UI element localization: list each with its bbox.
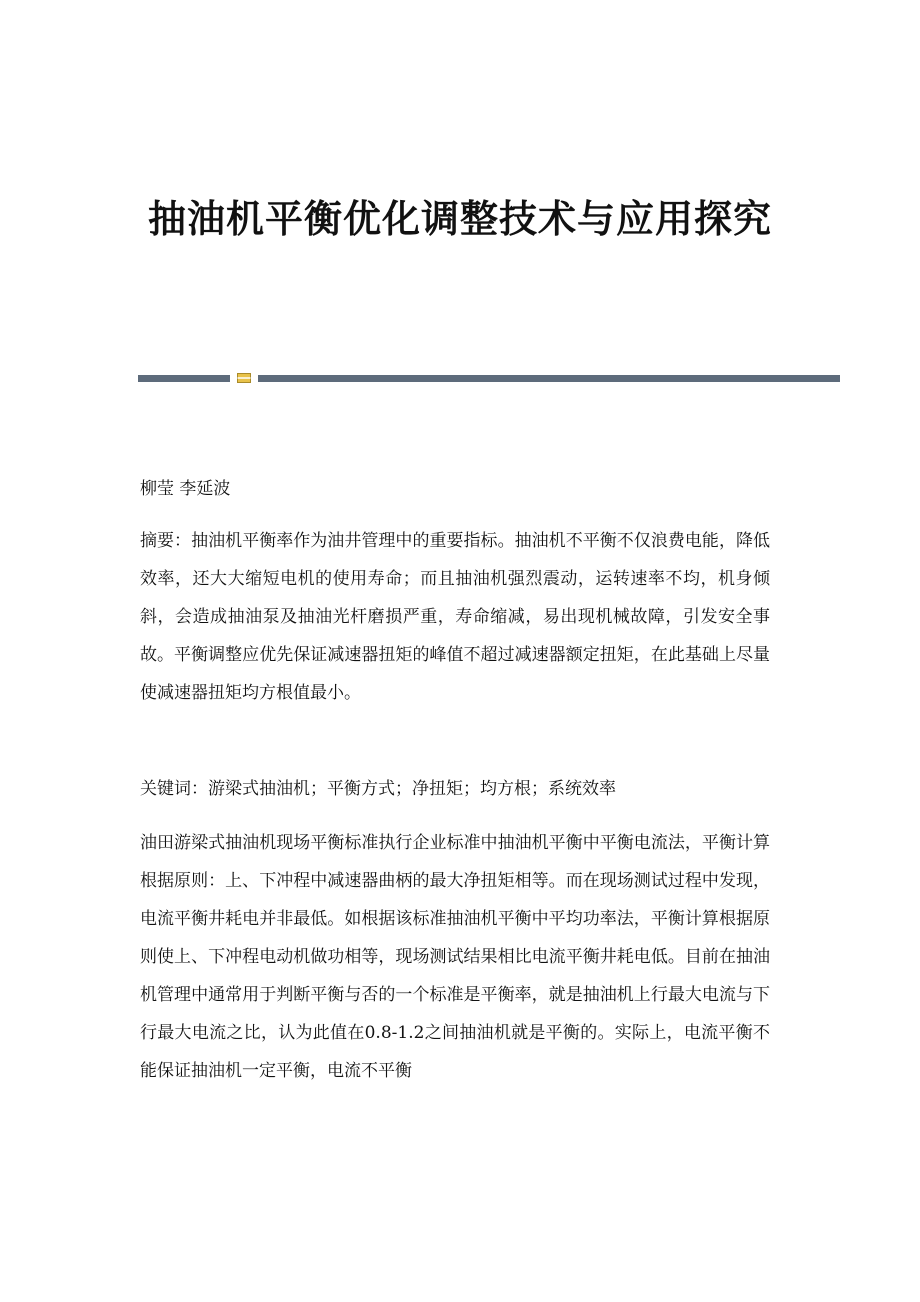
document-title: 抽油机平衡优化调整技术与应用探究 xyxy=(147,196,772,241)
divider-bar-right xyxy=(258,375,840,382)
keywords-paragraph: 关键词：游梁式抽油机；平衡方式；净扭矩；均方根；系统效率 xyxy=(140,779,616,799)
divider-bar-left xyxy=(138,375,230,382)
author-line: 柳莹 李延波 xyxy=(140,479,231,499)
body-paragraph: 油田游梁式抽油机现场平衡标准执行企业标准中抽油机平衡中平衡电流法，平衡计算根据原则：上、下冲程中减速器曲柄的最大净扭矩相等。而在现场测试过程中发现，电流平衡井耗电并非最低。如根据该标准抽油机平衡中平均功率法，平衡计算根据原则使上、下冲程电动机做功相等，现场测试结果相比电流平衡井耗电低。目前在抽油机管理中通常用于判断平衡与否的一个标准是平衡率，就是抽油机上行最大电流与下行最大电流之比，认为此值在0.8-1.2之间抽油机就是平衡的。实际上，电流平衡不能保证抽油机一定平衡，电流不平衡 xyxy=(140,833,770,1081)
title-divider xyxy=(138,372,840,384)
abstract-paragraph: 摘要：抽油机平衡率作为油井管理中的重要指标。抽油机不平衡不仅浪费电能，降低效率，还大大缩短电机的使用寿命；而且抽油机强烈震动，运转速率不均，机身倾斜，会造成抽油泵及抽油光杆磨损严重，寿命缩减，易出现机械故障，引发安全事故。平衡调整应优先保证减速器扭矩的峰值不超过减速器额定扭矩，在此基础上尽量使减速器扭矩均方根值最小。 xyxy=(140,531,770,703)
divider-emblem-icon xyxy=(237,372,251,384)
